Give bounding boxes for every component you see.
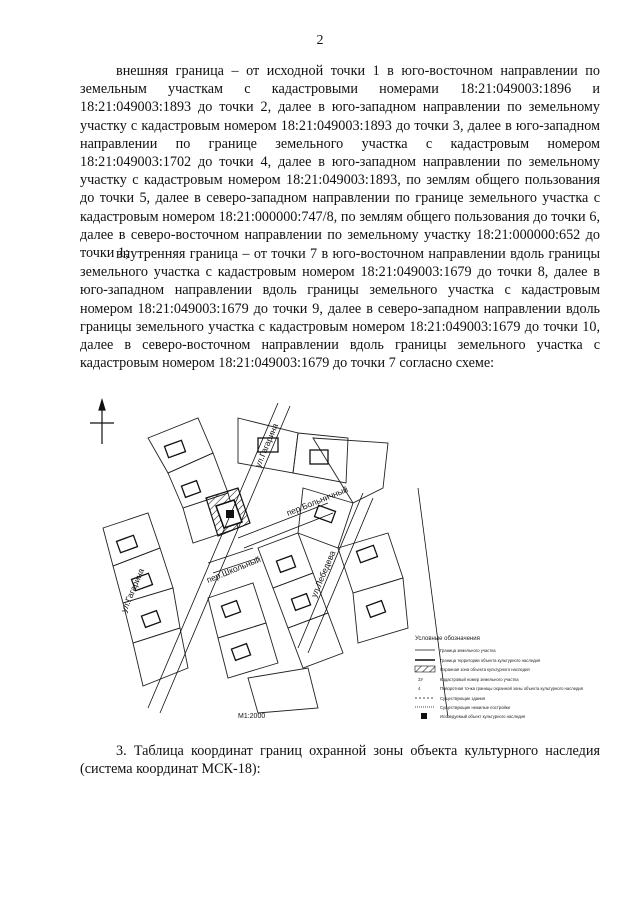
paragraph-outer-text: внешняя граница – от исходной точки 1 в юго-восточном направлении по земельным участкам с кадастровыми номерами 18:21:049003:1896 и 18:21:049003:1893 до точки 2, далее в юго-западном направлении по земельному участку с кадастровым номером 18:21:049003:1893 до точки 3, далее в юго-западном направлении по границе земельного участка с кадастровым номером 18:21:049003:1702 до точки 4, далее в юго-западном направлении по земельному участку с кадастровым номером 18:21:049003:1893, по землям общего пользования до точки 5, далее в северо-западном направлении по границе земельного участка с кадастровым номером 18:21:000000:747/8, по землям общего пользования до точки 6, далее в северо-восточном направлении по земельному участку 18:21:000000:652 до точки 1;: [80, 63, 600, 262]
street-label-gagarina-bottom: ул.Гагарина: [118, 566, 147, 614]
map-streets: [148, 403, 448, 718]
map-scale: М1:2000: [238, 713, 266, 720]
site-plan-map: [88, 398, 603, 723]
legend-item-parcel-border: Граница земельного участка: [440, 648, 496, 653]
north-arrow-icon: [90, 400, 114, 444]
site-plan-svg: [88, 398, 603, 723]
map-legend: [415, 636, 583, 719]
street-label-bolnichny: пер.Больничный: [285, 484, 350, 518]
legend-item-nonresidential: Существующие нежилые постройки: [440, 705, 510, 710]
legend-title: Условные обозначения: [415, 636, 480, 642]
street-label-lebedeva: ул.Лебедева: [308, 549, 338, 599]
page-number: 2: [316, 33, 324, 48]
legend-code-cadastral: ЗУ: [418, 677, 424, 682]
section-3-heading: [80, 742, 600, 778]
legend-item-heritage-border: Граница территории объекта культурного наследия: [440, 658, 541, 663]
legend-item-existing-buildings: Существующие здания: [440, 696, 486, 701]
protection-zone: [206, 488, 250, 536]
street-label-gagarina-top: ул.Гагарина: [252, 421, 281, 469]
paragraph-inner-boundary: [80, 245, 600, 372]
table-heading-text: 3. Таблица координат границ охранной зоны объекта культурного наследия (система координат МСК-18):: [80, 743, 600, 778]
legend-item-turning-point: Поворотная точка границы охранной зоны объекта культурного наследия: [440, 686, 584, 691]
legend-item-heritage-object: Исследуемый объект культурного наследия: [440, 714, 526, 719]
paragraph-inner-text: внутренняя граница – от точки 7 в юго-восточном направлении вдоль границы земельного участка с кадастровым номером 18:21:049003:1679 до точки 8, далее в юго-западном направлении вдоль границы земельного участка с кадастровым номером 18:21:049003:1679 до точки 9, далее в северо-западном направлении вдоль границы земельного участка с кадастровым номером 18:21:049003:1679 до точки 10, далее в северо-восточном направлении вдоль границы земельного участка с кадастровым номером 18:21:049003:1679 до точки 7 согласно схеме:: [80, 246, 600, 372]
paragraph-outer-boundary: [80, 62, 600, 262]
street-label-shkolny: пер.Школьный: [205, 554, 263, 585]
legend-item-cadastral-number: Кадастровый номер земельного участка: [440, 677, 519, 682]
legend-code-point: 4: [418, 686, 421, 691]
legend-item-protection-zone: Охранная зона объекта культурного наследия: [440, 667, 530, 672]
